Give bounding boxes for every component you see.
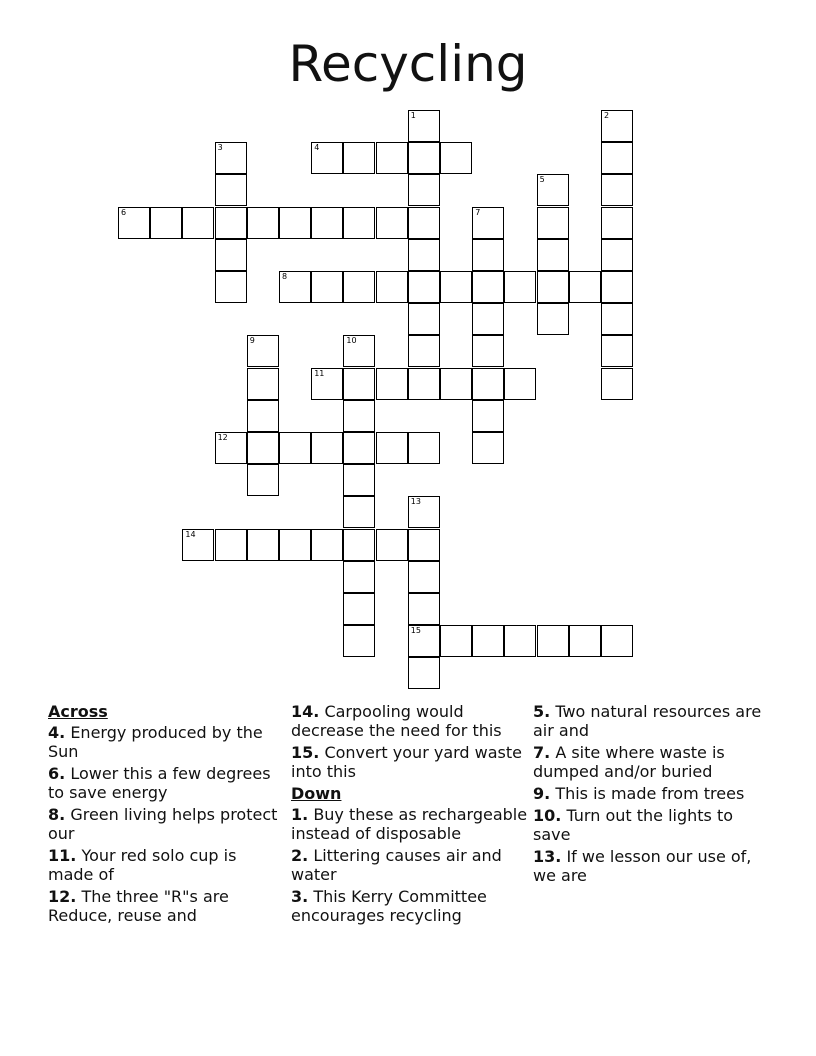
grid-cell[interactable]: [601, 110, 633, 142]
clue-item: [533, 743, 771, 781]
clue-number: 3.: [291, 887, 309, 906]
grid-cell[interactable]: [408, 432, 440, 464]
clue-text: Your red solo cup is made of: [48, 846, 237, 884]
clue-number-label: 3: [217, 143, 223, 153]
grid-cell[interactable]: [569, 271, 601, 303]
grid-cell[interactable]: [343, 529, 375, 561]
grid-cell[interactable]: [376, 142, 408, 174]
grid-cell[interactable]: [408, 142, 440, 174]
clue-number: 6.: [48, 764, 66, 783]
grid-cell[interactable]: [537, 207, 569, 239]
grid-cell[interactable]: [472, 432, 504, 464]
grid-cell[interactable]: [182, 529, 214, 561]
grid-cell[interactable]: [376, 368, 408, 400]
clue-text: Green living helps protect our: [48, 805, 278, 843]
clue-text: Buy these as rechargeable instead of disposable: [291, 805, 528, 843]
clue-number: 7.: [533, 743, 551, 762]
clue-text: Lower this a few degrees to save energy: [48, 764, 271, 802]
grid-cell[interactable]: [376, 529, 408, 561]
grid-cell[interactable]: [504, 625, 536, 657]
grid-cell[interactable]: [408, 239, 440, 271]
clue-number-label: 15: [410, 626, 421, 636]
grid-cell[interactable]: [311, 142, 343, 174]
clue-number: 1.: [291, 805, 309, 824]
grid-cell[interactable]: [537, 625, 569, 657]
grid-cell[interactable]: [569, 625, 601, 657]
clue-number-label: 6: [121, 207, 127, 217]
clue-number-label: 14: [185, 529, 196, 539]
clue-item: [533, 702, 771, 740]
clue-text: The three "R"s are Reduce, reuse and: [48, 887, 229, 925]
clue-number: 9.: [533, 784, 551, 803]
grid-cell[interactable]: [150, 207, 182, 239]
clue-number-label: 7: [475, 207, 481, 217]
grid-cell[interactable]: [311, 207, 343, 239]
clue-text: Energy produced by the Sun: [48, 723, 263, 761]
clue-number: 12.: [48, 887, 77, 906]
grid-cell[interactable]: [408, 271, 440, 303]
clue-number: 4.: [48, 723, 66, 742]
grid-cell[interactable]: [408, 593, 440, 625]
clue-text: Turn out the lights to save: [533, 806, 734, 844]
grid-cell[interactable]: [601, 625, 633, 657]
grid-cell[interactable]: [343, 464, 375, 496]
grid-cell[interactable]: [601, 335, 633, 367]
grid-cell[interactable]: [472, 335, 504, 367]
grid-cell[interactable]: [472, 303, 504, 335]
grid-cell[interactable]: [343, 561, 375, 593]
across-heading: Across: [48, 702, 108, 721]
clue-number-label: 13: [410, 497, 421, 507]
grid-cell[interactable]: [408, 110, 440, 142]
clues-column-2: [291, 702, 529, 928]
clue-number-label: 10: [346, 336, 357, 346]
grid-cell[interactable]: [408, 368, 440, 400]
grid-cell[interactable]: [408, 207, 440, 239]
grid-cell[interactable]: [408, 496, 440, 528]
grid-cell[interactable]: [343, 593, 375, 625]
grid-cell[interactable]: [601, 368, 633, 400]
clue-item: [291, 887, 529, 925]
grid-cell[interactable]: [279, 271, 311, 303]
grid-cell[interactable]: [601, 239, 633, 271]
grid-cell[interactable]: [376, 207, 408, 239]
grid-cell[interactable]: [279, 207, 311, 239]
clue-item: [291, 805, 529, 843]
grid-cell[interactable]: [215, 239, 247, 271]
grid-cell[interactable]: [311, 271, 343, 303]
grid-cell[interactable]: [215, 174, 247, 206]
clue-item: [291, 743, 529, 781]
grid-cell[interactable]: [215, 207, 247, 239]
grid-cell[interactable]: [247, 335, 279, 367]
clue-number: 13.: [533, 847, 562, 866]
clues-column-1: [48, 702, 286, 928]
grid-cell[interactable]: [279, 432, 311, 464]
clue-number: 11.: [48, 846, 77, 865]
clue-number-label: 11: [314, 368, 325, 378]
clue-number-label: 8: [282, 272, 288, 281]
grid-cell[interactable]: [601, 271, 633, 303]
clue-number-label: 1: [410, 111, 416, 120]
grid-cell[interactable]: [504, 271, 536, 303]
clue-text: Carpooling would decrease the need for this: [291, 702, 502, 740]
grid-cell[interactable]: [247, 464, 279, 496]
clue-item: [533, 784, 771, 803]
grid-cell[interactable]: [408, 529, 440, 561]
grid-cell[interactable]: [472, 271, 504, 303]
grid-cell[interactable]: [537, 303, 569, 335]
clue-item: [291, 702, 529, 740]
clue-number-label: 2: [604, 111, 610, 120]
clue-number-label: 4: [314, 143, 320, 153]
clue-text: A site where waste is dumped and/or buried: [533, 743, 725, 781]
grid-cell[interactable]: [247, 432, 279, 464]
clue-text: Littering causes air and water: [291, 846, 502, 884]
clue-text: If we lesson our use of, we are: [533, 847, 752, 885]
grid-cell[interactable]: [440, 625, 472, 657]
across-clues-list-1: [48, 723, 286, 925]
clue-text: This is made from trees: [555, 784, 745, 803]
grid-cell[interactable]: [247, 368, 279, 400]
grid-cell[interactable]: [376, 271, 408, 303]
clue-item: [533, 847, 771, 885]
grid-cell[interactable]: [440, 368, 472, 400]
grid-cell[interactable]: [601, 207, 633, 239]
clue-number: 5.: [533, 702, 551, 721]
grid-cell[interactable]: [215, 271, 247, 303]
grid-cell[interactable]: [440, 271, 472, 303]
grid-cell[interactable]: [537, 239, 569, 271]
clue-number: 2.: [291, 846, 309, 865]
grid-cell[interactable]: [472, 625, 504, 657]
grid-cell[interactable]: [408, 303, 440, 335]
grid-cell[interactable]: [601, 303, 633, 335]
clue-number: 14.: [291, 702, 320, 721]
grid-cell[interactable]: [537, 271, 569, 303]
clue-number-label: 12: [217, 433, 228, 442]
grid-cell[interactable]: [215, 142, 247, 174]
grid-cell[interactable]: [408, 625, 440, 657]
grid-cell[interactable]: [343, 271, 375, 303]
grid-cell[interactable]: [343, 368, 375, 400]
clue-item: [48, 846, 286, 884]
grid-cell[interactable]: [343, 335, 375, 367]
grid-cell[interactable]: [311, 432, 343, 464]
grid-cell[interactable]: [343, 400, 375, 432]
down-clues-list-1: [291, 805, 529, 925]
grid-cell[interactable]: [376, 432, 408, 464]
grid-cell[interactable]: [311, 368, 343, 400]
down-clues-list-2: [533, 702, 771, 885]
clue-item: [48, 805, 286, 843]
clue-text: This Kerry Committee encourages recycling: [291, 887, 487, 925]
clue-number: 10.: [533, 806, 562, 825]
grid-cell[interactable]: [343, 625, 375, 657]
clues-column-3: [533, 702, 771, 888]
clue-text: Convert your yard waste into this: [291, 743, 523, 781]
grid-cell[interactable]: [343, 207, 375, 239]
clue-number: 8.: [48, 805, 66, 824]
clue-item: [48, 764, 286, 802]
clue-item: [48, 723, 286, 761]
page-title: Recycling: [288, 35, 528, 93]
grid-cell[interactable]: [311, 529, 343, 561]
clue-number-label: 5: [539, 175, 545, 185]
grid-cell[interactable]: [118, 207, 150, 239]
grid-cell[interactable]: [472, 239, 504, 271]
clue-text: Two natural resources are air and: [533, 702, 762, 740]
down-heading: Down: [291, 784, 342, 803]
clue-number-label: 9: [249, 336, 255, 346]
clue-item: [48, 887, 286, 925]
grid-cell[interactable]: [408, 335, 440, 367]
grid-cell[interactable]: [472, 400, 504, 432]
clue-item: [533, 806, 771, 844]
clue-number: 15.: [291, 743, 320, 762]
grid-cell[interactable]: [247, 400, 279, 432]
grid-cell[interactable]: [215, 432, 247, 464]
grid-cell[interactable]: [537, 174, 569, 206]
grid-cell[interactable]: [182, 207, 214, 239]
grid-cell[interactable]: [408, 657, 440, 689]
grid-cell[interactable]: [343, 432, 375, 464]
grid-cell[interactable]: [504, 368, 536, 400]
grid-cell[interactable]: [601, 174, 633, 206]
grid-cell[interactable]: [343, 142, 375, 174]
grid-cell[interactable]: [247, 207, 279, 239]
grid-cell[interactable]: [408, 174, 440, 206]
grid-cell[interactable]: [408, 561, 440, 593]
grid-cell[interactable]: [247, 529, 279, 561]
grid-cell[interactable]: [440, 142, 472, 174]
grid-cell[interactable]: [343, 496, 375, 528]
across-clues-list-2: [291, 702, 529, 781]
grid-cell[interactable]: [279, 529, 311, 561]
grid-cell[interactable]: [215, 529, 247, 561]
grid-cell[interactable]: [601, 142, 633, 174]
grid-cell[interactable]: [472, 368, 504, 400]
grid-cell[interactable]: [472, 207, 504, 239]
clue-item: [291, 846, 529, 884]
